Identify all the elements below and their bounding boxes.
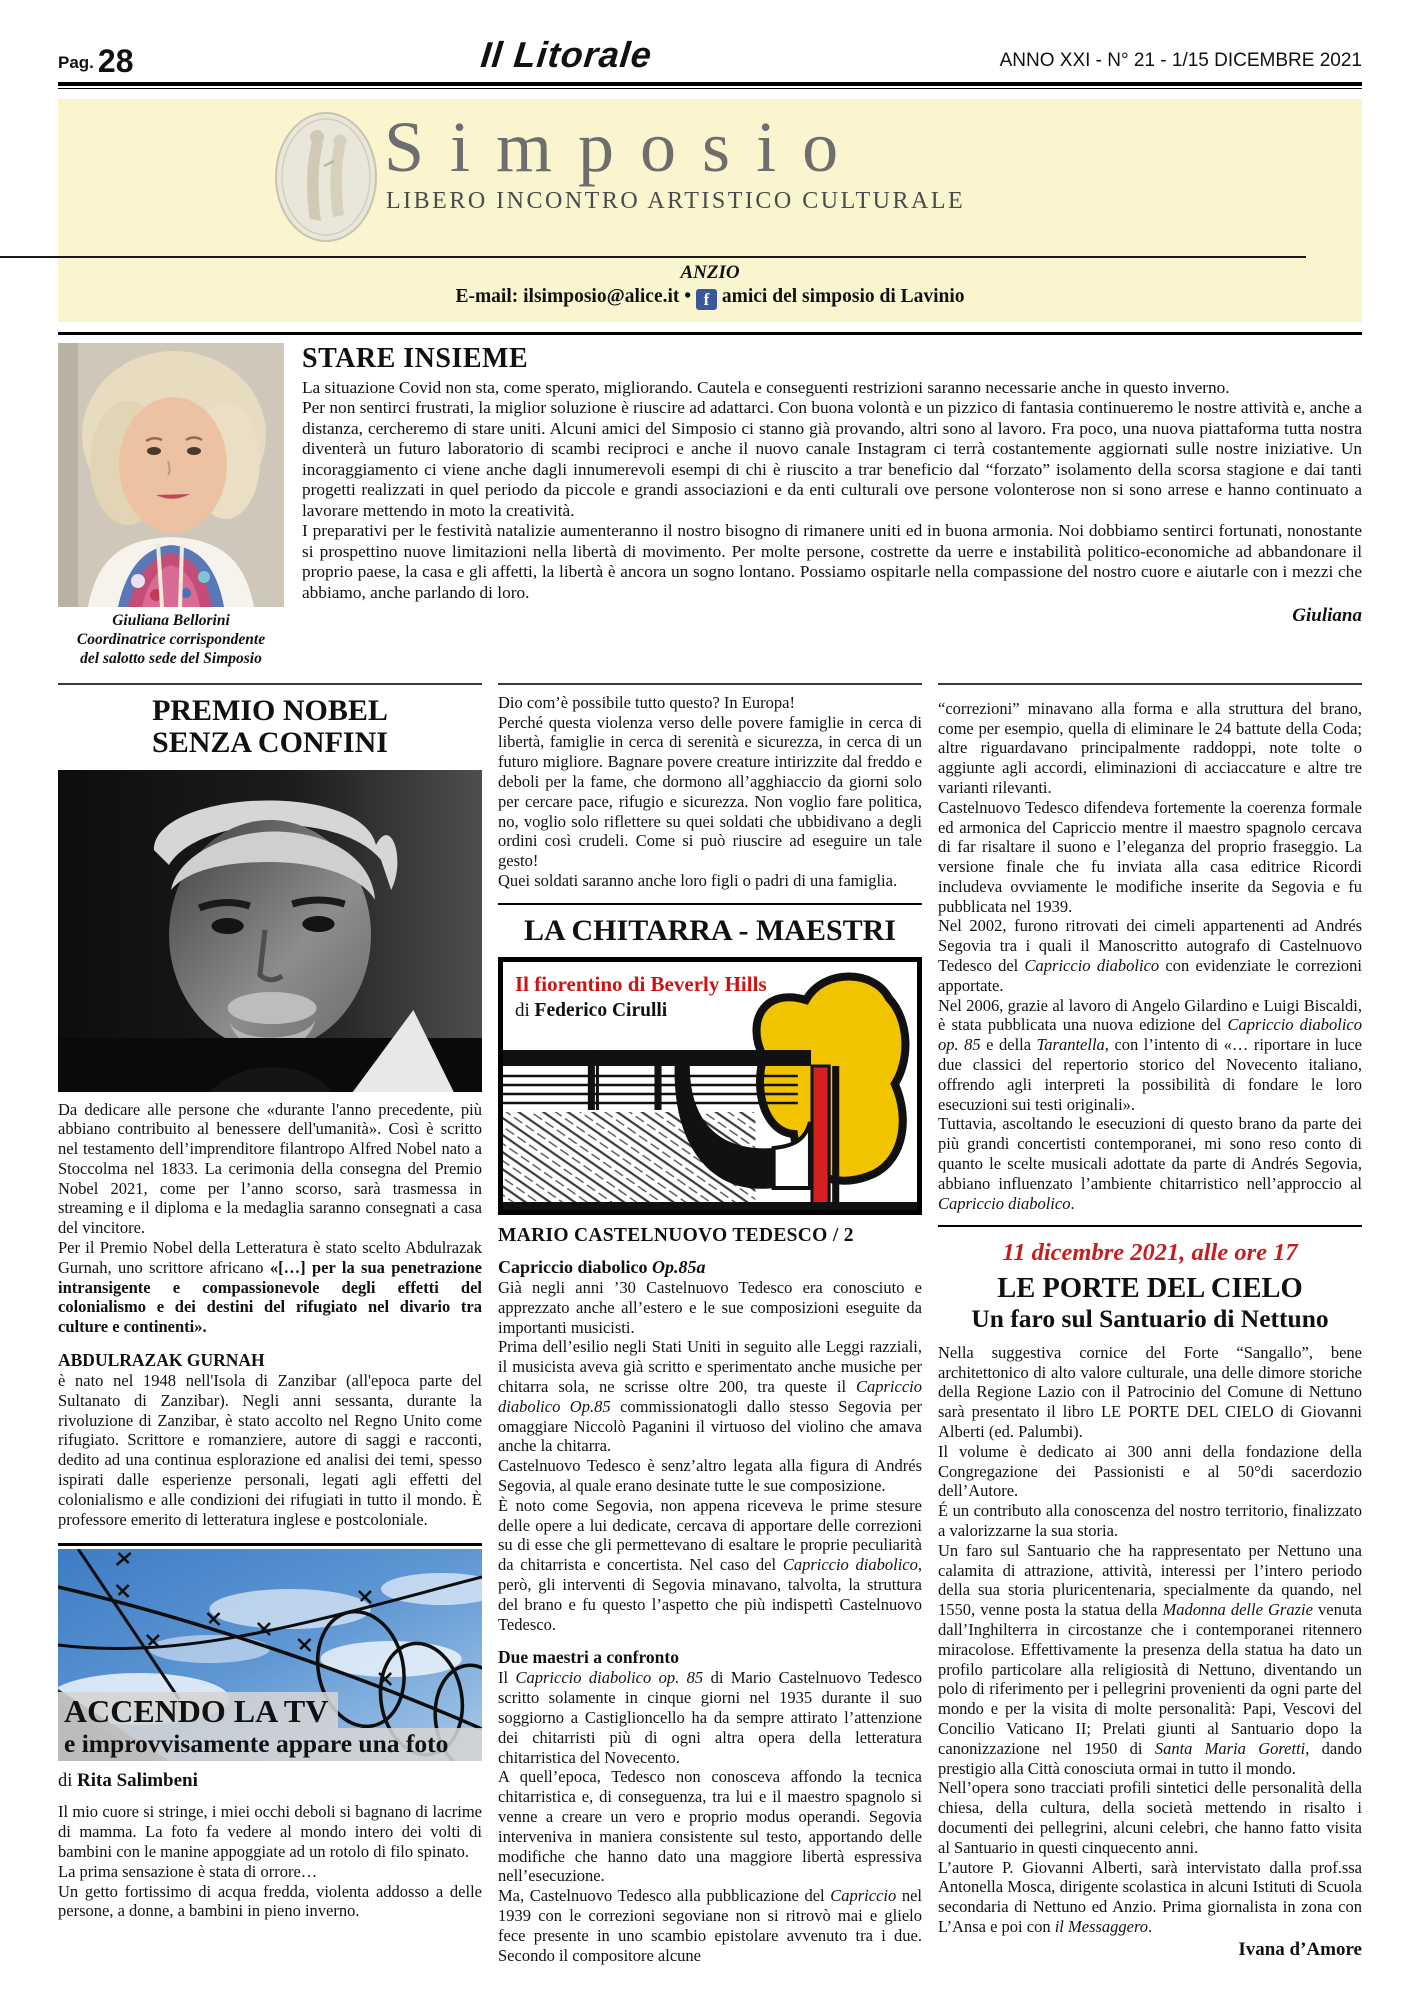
- section-divider: [498, 903, 922, 905]
- stare-signature: Giuliana: [1292, 605, 1362, 627]
- photo-barbed-wire: [58, 1549, 482, 1761]
- facebook-text: amici del simposio di Lavinio: [721, 286, 965, 307]
- accendo-paragraph: La prima sensazione è stata di orrore…: [58, 1861, 318, 1881]
- chitarra-paragraph: Prima dell’esilio negli Stati Uniti in seguito alle Leggi razziali, il musicista aveva già scritto e sperimentato anche musiche per chitarra sola, ne scrisse oltre 200, tra queste il Capriccio diabolico Op.85 commissionatogli dallo stesso Segovia per omaggiare Niccolò Paganini il virtuoso del violino che amava anche la chitarra.: [498, 1337, 922, 1456]
- porte-paragraph: Nell’opera sono tracciati profili sintetici delle personalità della chiesa, della cultura, della società mettendo in risalto i documenti dei pellegrini, alcuni celebri, che hanno fatto visita al Santuario in questi cinquecento anni.: [938, 1778, 1362, 1857]
- porte-paragraph: É un contributo alla conoscenza del nostro territorio, finalizzato a valorizzarne la sua storia.: [938, 1501, 1362, 1540]
- simposio-logo-icon: [274, 111, 378, 248]
- chitarra-paragraph: Ma, Castelnuovo Tedesco alla pubblicazione del Capriccio nel 1939 con le correzioni segoviane non si ritrovò mai e glielo fece presente in uno scambio epistolare avvenuto tra i due. Secondo il compositore alcune: [498, 1886, 922, 1965]
- guitar-graphic-title: Il fiorentino di Beverly Hills: [515, 972, 767, 997]
- guitar-graphic: [498, 957, 922, 1215]
- page-number: 28: [97, 43, 134, 80]
- porte-title-line1: LE PORTE DEL CIELO: [997, 1273, 1303, 1305]
- masthead-contact: [84, 286, 1336, 310]
- masthead-title: Simposio: [384, 107, 865, 187]
- newspaper-name: Il Litorale: [478, 34, 655, 75]
- porte-paragraph: Un faro sul Santuario che ha rappresentato per Nettuno una calamita di attrazione, attività, interessi per l’intero periodo della sua storia pluricentenaria, specialmente da quando, nel 1550, venne posta la statua della Madonna delle Grazie venuta dall’Inghilterra in circostanze che i contemporanei ritennero miracolose. Effettivamente la presenza della statua ha dato un profilo particolare alla religiosità di Nettuno, diventando un polo di riferimento per i pellegrini provenienti da ogni parte del mondo e per la visita di molte personalità: Papi, Vescovi del Concilio Vaticano II; Prelati giunti al Santuario dopo la canonizzazione nel 1950 di Santa Maria Goretti, dando prestigio alla Città conosciuta ormai in tutto il mondo.: [938, 1540, 1363, 1778]
- accendo-title-overlay: [58, 1692, 482, 1762]
- porte-title-line2: Un faro sul Santuario di Nettuno: [971, 1303, 1329, 1333]
- page-label: Pag.: [58, 53, 94, 72]
- article-stare-insieme: [0, 335, 1420, 669]
- facebook-icon: f: [696, 289, 717, 310]
- capriccio-subhead: Capriccio diabolico Op.85a: [498, 1257, 706, 1278]
- porte-paragraph: Il volume è dedicato ai 300 anni della fondazione della Congregazione dei Passionisti e al 50°di sacerdozio dell’Autore.: [938, 1441, 1362, 1501]
- stare-paragraph: I preparativi per le festività natalizie aumenteranno il nostro bisogno di rimanere uniti ed in buona armonia. Noi dobbiamo sentirci fortunati, nonostante si prospettino nuove limitazioni nella libertà di movimento. Per molte persone, costrette da uerre e instabilità politico-economiche ad abbandonare il proprio paese, la casa e gli affetti, la libertà è ancora un sogno lontano. Possiamo ospitarle nella compassione del nostro cuore e aiutarle con i mezzi che abbiamo, anche parlando di loro.: [302, 521, 1362, 602]
- masthead-city: ANZIO: [680, 262, 740, 283]
- right-paragraph: Tuttavia, ascoltando le esecuzioni di questo brano da parte dei più grandi concertisti contemporanei, mi sono reso conto di quanto le scelte musicali adottate da parte di Andrés Segovia, abbiano influenzato l’ambiente chitarristico nell’approccio al Capriccio diabolico.: [938, 1114, 1362, 1213]
- page-header: [0, 0, 1420, 80]
- columns-section: [0, 669, 1420, 1966]
- premio-paragraph: è nato nel 1948 nell'Isola di Zanzibar (all'epoca parte del Sultanato di Zanzibar). Negli anni sessanta, durante la rivoluzione di Zanzibar, è stato accolto nel Regno Unito come rifugiato. Scrittore e romanziere, autore di saggi e racconti, dedito ad una continua esplorazione ed analisi dei temi, spesso ispirati dalle esperienze personali, legati agli effetti del colonialismo e alle condizioni dei rifugiati in tutto il mondo. È professore emerito di letteratura inglese e postcoloniale.: [58, 1371, 482, 1529]
- accendo-title-line2: e improvvisamente appare una foto: [58, 1728, 482, 1761]
- premio-paragraph: Da dedicare alle persone che «durante l'anno precedente, più abbiano contribuito al benessere dell'umanità». Così è scritto nel testamento dell’imprenditore filantropo Alfred Nobel nato a Stoccolma nel 1833. La cerimonia della consegna del Premio Nobel 2021, come per l’anno scorso, sarà trasmessa in streaming e il diploma e la medaglia saranno consegnati a casa del vincitore.: [58, 1099, 482, 1238]
- masthead-rule: [0, 256, 1306, 258]
- accendo-title-line1: ACCENDO LA TV: [58, 1692, 338, 1729]
- porte-paragraph: L’autore P. Giovanni Alberti, sarà intervistato dalla prof.ssa Antonella Mosca, dirigente scolastica in alcuni Istituti di Scuola secondaria di Nettuno ed Anzio. Prima giornalista in zona con L’Ansa e poi con il Messaggero.: [938, 1857, 1362, 1936]
- guitar-graphic-text: [515, 972, 767, 1022]
- page-number-block: [58, 43, 134, 80]
- stare-paragraph: Per non sentirci frustrati, la miglior soluzione è riuscire ad adattarci. Con buona volontà e un pizzico di fantasia continueremo le nostre attività e, anche a distanza, cercheremo di stare uniti. Alcuni amici del Simposio ci stanno già provando, altri sono al lavoro. Fra poco, una nuova piattaforma tutta nostra diventerà un futuro laboratorio di scambi reciproci e anche il nuovo canale Instagram ci terrà costantemente aggiornati sulle nostre iniziative. Un incoraggiamento ci viene anche dagli innumerevoli esempi di chi è riuscito a trar beneficio dal “forzato” isolamento della scorsa stagione e dai tanti progetti realizzati in quel periodo da piccole e grandi associazioni e da enti culturali ove persone volonterose non si sono arrese e hanno continuato a lavorare mettendo in moto la creatività.: [302, 398, 1362, 520]
- accendo-paragraph: Il mio cuore si stringe, i miei occhi deboli si bagnano di lacrime di mamma. La foto fa vedere al mondo intero dei volti di bambini con le manine appoggiate ad un rotolo di filo spinato.: [58, 1802, 482, 1862]
- right-paragraph: Nel 2006, grazie al lavoro di Angelo Gilardino e Luigi Biscaldi, è stata pubblicata una nuova edizione del Capriccio diabolico op. 85 e della Tarantella, con l’intento di «… riportare in luce due classici del repertorio storico del Novecento italiano, offrendo agli interpreti la possibilità di fondare le loro esecuzioni sui testi originali».: [938, 995, 1363, 1114]
- porte-signature: Ivana d’Amore: [1238, 1938, 1362, 1960]
- chitarra-title: LA CHITARRA - MAESTRI: [524, 913, 896, 947]
- section-divider: [58, 1543, 482, 1546]
- chitarra-paragraph: Già negli anni ’30 Castelnuovo Tedesco era conosciuto e apprezzato anche all’estero e le sue composizioni eseguite da importanti musicisti.: [498, 1278, 922, 1337]
- right-paragraph: Castelnuovo Tedesco difendeva fortemente la coerenza formale ed armonica del Capriccio mentre il maestro spagnolo cercava di far risaltare il suono e l’eleganza del proprio fraseggio. La versione finale che fu inviata alla casa editrice Ricordi includeva ovviamente le modifiche inserite da Segovia e fu pubblicata nel 1939.: [938, 797, 1362, 916]
- stare-title: STARE INSIEME: [302, 343, 529, 374]
- column-right: [938, 683, 1362, 1966]
- mid-paragraph: Quei soldati saranno anche loro figli o padri di una famiglia.: [498, 870, 898, 890]
- mid-paragraph: Perché questa violenza verso delle povere famiglie in cerca di libertà, famiglie in cerca di serenità e sicurezza, in cerca di un futuro migliore. Bagnare povere creature intirizzite dal freddo e deboli per la fame, che dormono all’agghiaccio da giorni solo per cercare pace, rifugio e sicurezza. Non voglio fare politica, no, voglio solo riflettere su quei soldati che ubbidivano a degli ordini così crudeli. Come si può riuscire ad eseguire un tale gesto!: [498, 712, 922, 871]
- right-paragraph: Nel 2002, furono ritrovati dei cimeli appartenenti ad Andrés Segovia tra i quali il Manoscritto autografo di Castelnuovo Tedesco del Capriccio diabolico con evidenziate le correzioni apportate.: [938, 916, 1363, 995]
- chitarra-paragraph: Il Capriccio diabolico op. 85 di Mario Castelnuovo Tedesco scritto solamente in cinque giorni nel 1935 durante il suo soggiorno a Castiglioncello ha da sempre attirato l’attenzione dei chitarristi più di ogni altra opera della letteratura chitarristica del Novecento.: [498, 1668, 922, 1767]
- email-text: E-mail: ilsimposio@alice.it •: [455, 286, 692, 307]
- masthead-subtitle: LIBERO INCONTRO ARTISTICO CULTURALE: [386, 188, 966, 215]
- column-left: [58, 683, 482, 1966]
- premio-paragraph: Per il Premio Nobel della Letteratura è stato scelto Abdulrazak Gurnah, uno scrittore africano «[…] per la sua penetrazione intransigente e compassionevole degli effetti del colonialismo e dei destini del rifugiato nel divario tra culture e continenti».: [58, 1238, 482, 1337]
- porte-paragraph: Nella suggestiva cornice del Forte “Sangallo”, bene architettonico di alto valore culturale, una delle dimore storiche della Regione Lazio con il Patrocinio del Comune di Nettuno sarà presentato il libro LE PORTE DEL CIELO di Giovanni Alberti (ed. Palumbi).: [938, 1342, 1362, 1442]
- right-paragraph: “correzioni” minavano alla forma e alla struttura del brano, come per esempio, quella di eliminare le 24 battute della Coda; altre riguardavano principalmente raddoppi, note tolte o aggiunte agli accordi, eliminazioni di acciaccature e altre tre varianti rilevanti.: [938, 698, 1362, 797]
- photo-abdulrazak-gurnah: [58, 770, 482, 1092]
- series-label: MARIO CASTELNUOVO TEDESCO / 2: [498, 1225, 854, 1247]
- due-maestri-subhead: Due maestri a confronto: [498, 1647, 679, 1668]
- header-rule: [58, 82, 1362, 89]
- premio-nobel-title: PREMIO NOBEL SENZA CONFINI: [152, 693, 388, 760]
- accendo-paragraph: Un getto fortissimo di acqua fredda, violenta addosso a delle persone, a donne, a bambini in pieno inverno.: [58, 1881, 482, 1921]
- column-middle: [498, 683, 922, 1966]
- simposio-masthead: [58, 99, 1362, 322]
- photo-caption: Giuliana Bellorini Coordinatrice corrispondente del salotto sede del Simposio: [76, 612, 266, 667]
- mid-paragraph: Dio com’è possibile tutto questo? In Europa!: [498, 692, 795, 712]
- accendo-byline: di Rita Salimbeni: [58, 1770, 198, 1792]
- event-date: 11 dicembre 2021, alle ore 17: [1002, 1239, 1298, 1267]
- photo-giuliana-bellorini: [58, 343, 284, 607]
- chitarra-paragraph: A quell’epoca, Tedesco non conosceva affondo la tecnica chitarristica e, di conseguenza, tra lui e il maestro spagnolo si venne a creare un vero e proprio modus operandi. Segovia interveniva in maniera consistente sul testo, apportando delle modifiche che hanno dato una maggiore libertà espressiva nell’esecuzione.: [498, 1767, 922, 1886]
- stare-paragraph: La situazione Covid non sta, come sperato, migliorando. Cautela e conseguenti restrizioni saranno necessarie anche in questo inverno.: [302, 378, 1230, 397]
- gurnah-subhead: ABDULRAZAK GURNAH: [58, 1350, 265, 1371]
- issue-info: ANNO XXI - N° 21 - 1/15 DICEMBRE 2021: [999, 50, 1362, 71]
- guitar-graphic-byline: di Federico Cirulli: [515, 1000, 668, 1022]
- chitarra-paragraph: Castelnuovo Tedesco è senz’altro legata alla figura di Andrés Segovia, al quale erano desinate tutte le sue composizione.: [498, 1456, 922, 1496]
- chitarra-paragraph: È noto come Segovia, non appena riceveva le prime stesure delle opere a lui dedicate, cercava di apportare delle correzioni su di esse che gli permettevano di esaltare le proprie peculiarità da chitarrista e concertista. Nel caso del Capriccio diabolico, però, gli interventi di Segovia minavano, talvolta, la struttura del brano e fu questo l’aspetto che più indispettì Castelnuovo Tedesco.: [498, 1495, 922, 1634]
- section-divider: [938, 1225, 1362, 1227]
